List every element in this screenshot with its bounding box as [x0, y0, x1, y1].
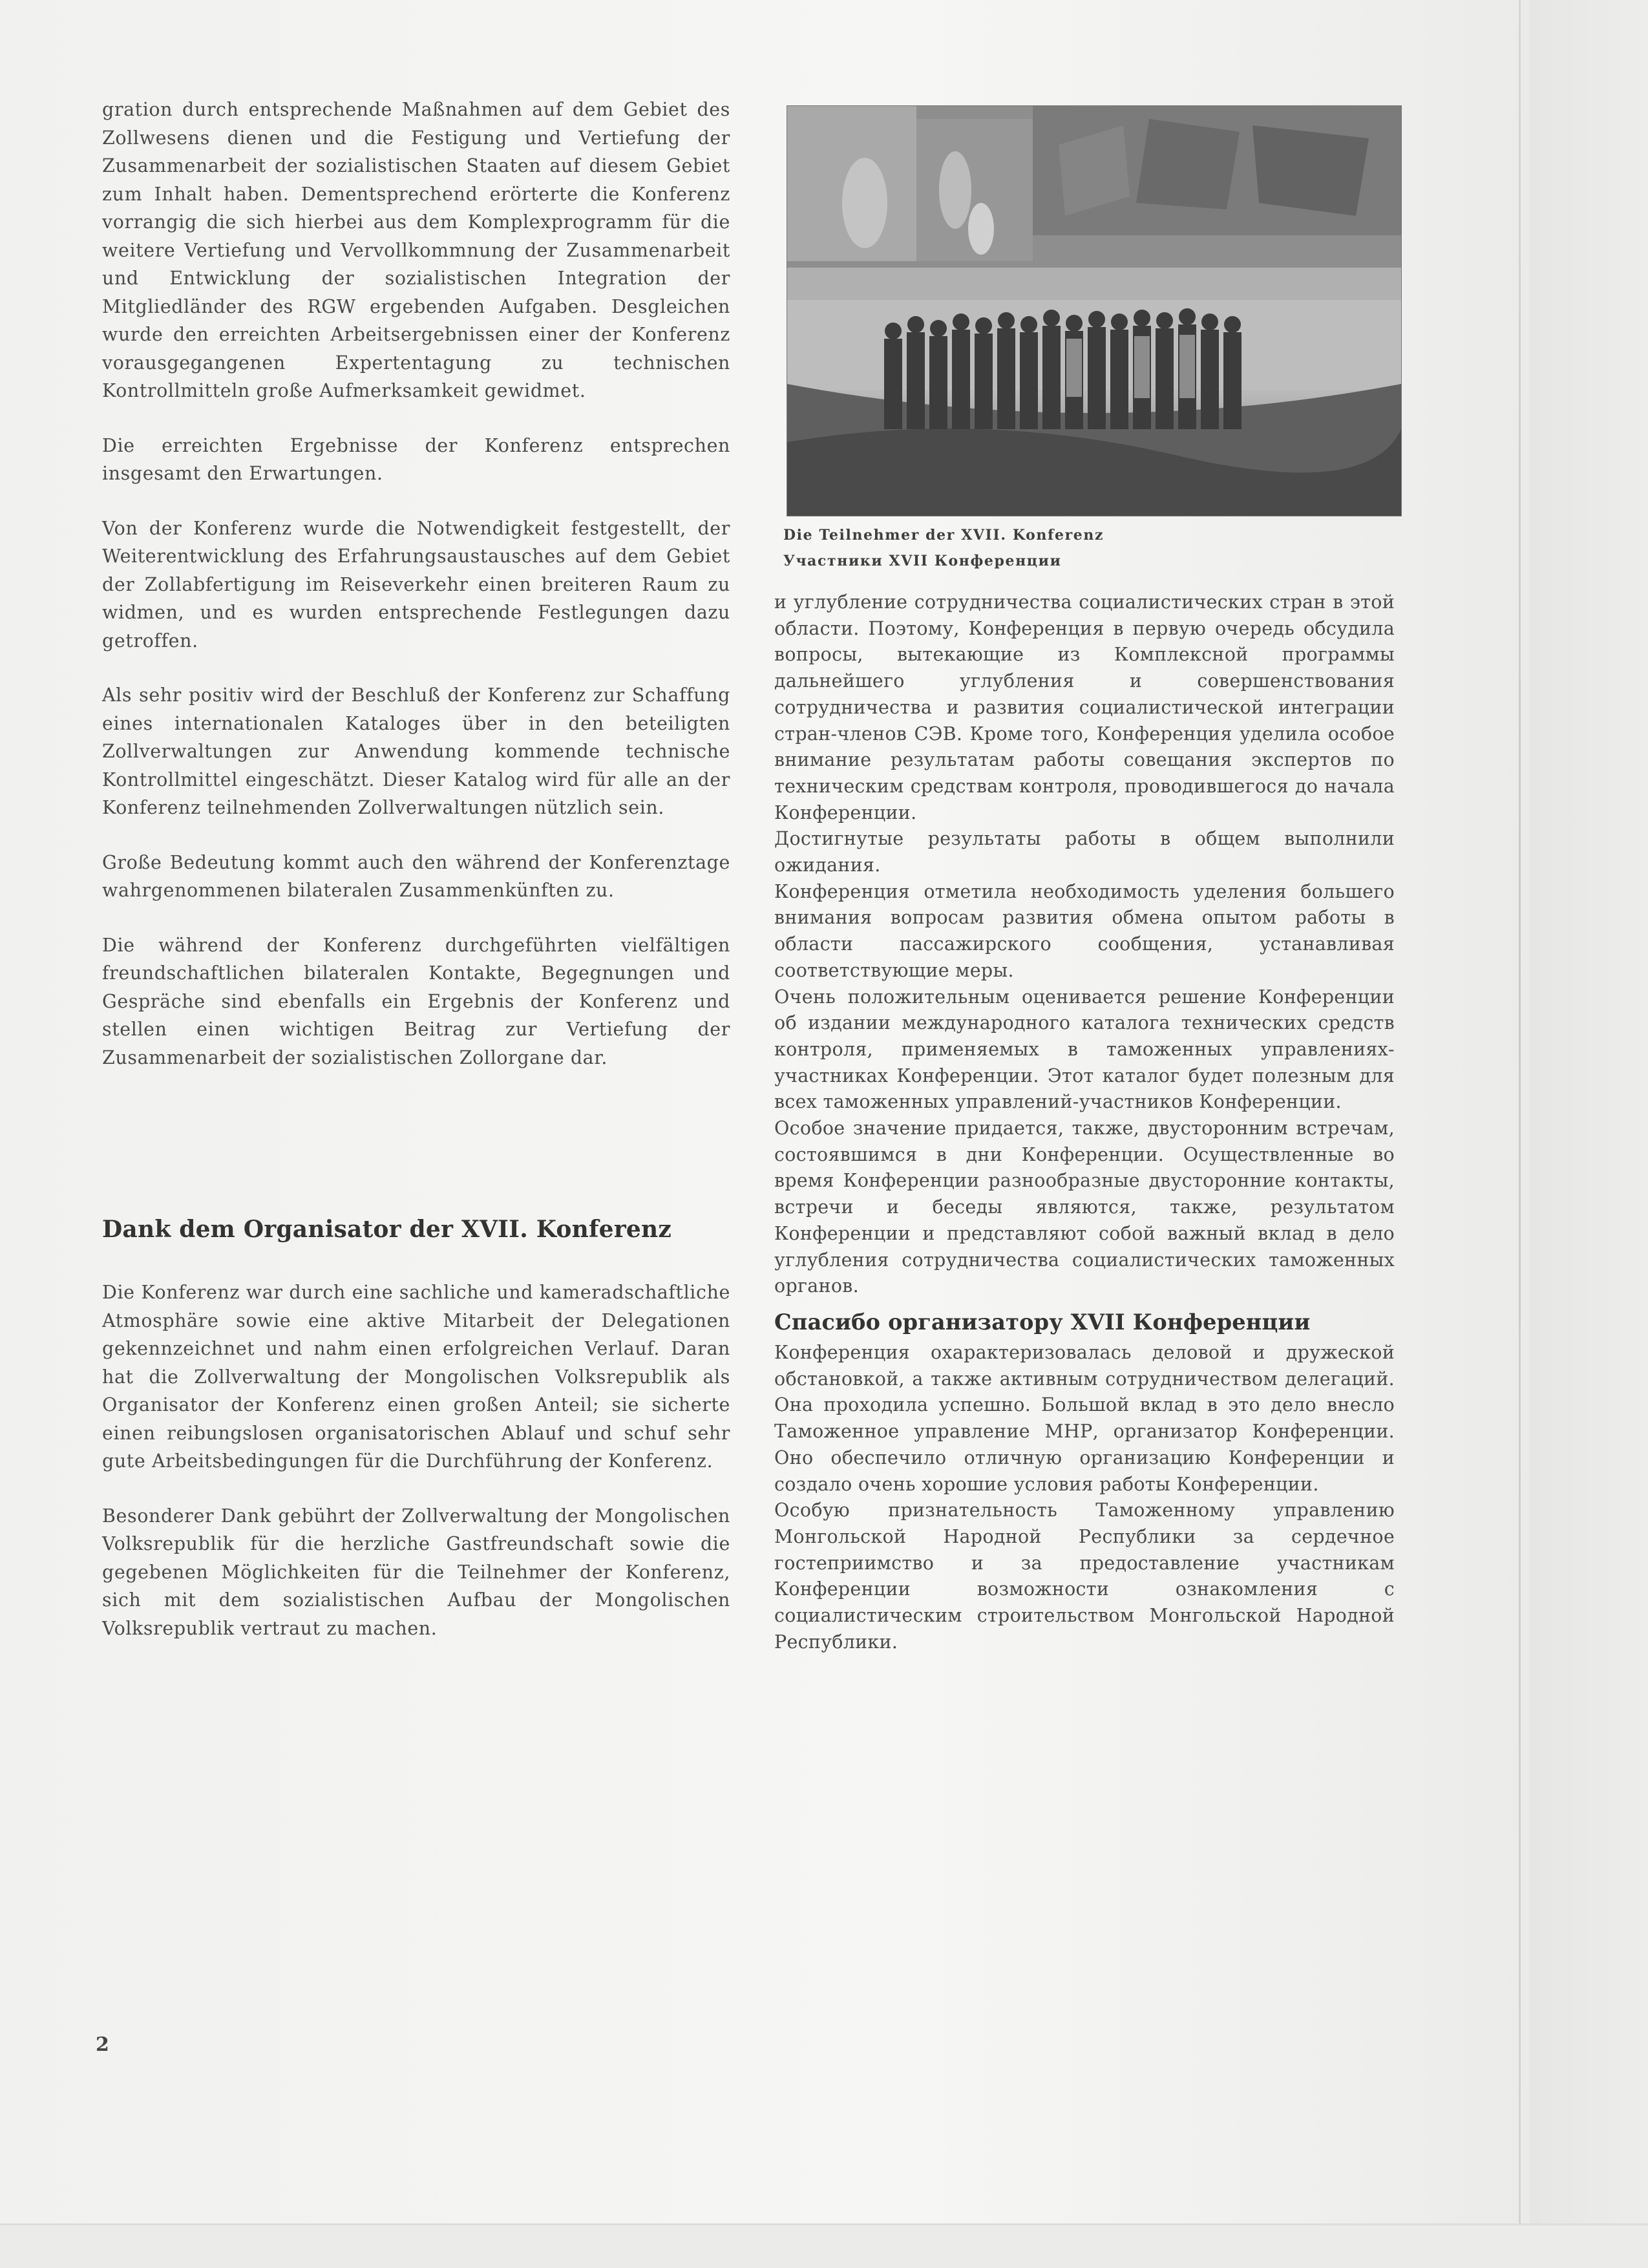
photo-caption-de: Die Teilnehmer der XVII. Konferenz [783, 527, 1104, 544]
page-edge-shadow [1529, 0, 1648, 2266]
page-number: 2 [96, 2033, 109, 2056]
photo-caption [783, 522, 1404, 574]
german-paragraph: gration durch entsprechende Maßnahmen auf dem Gebiet des Zollwesens dienen und die Festigung und Vertiefung der Zusammenarbeit der sozialistischen Staaten auf diesem Gebiet zum Inhalt haben. Dementsprechend erörterte die Konferenz vorrangig die sich hierbei aus dem Komplexprogramm für die weitere Vertiefung und Vervollkommnung der Zusammenarbeit und Entwicklung der sozialistischen Integration der Mitgliedländer des RGW ergebenden Aufgaben. Desgleichen wurde den erreichten Arbeitsergebnissen einer der Konferenz vorausgegangenen Expertentagung zu technischen Kontrollmitteln große Aufmerksamkeit gewidmet. [102, 99, 730, 401]
russian-paragraph: и углубление сотрудничества социалистических стран в этой области. Поэтому, Конференция в первую очередь обсудила вопросы, вытекающие из Комплексной программы дальнейшего углубления и совершенствования сотрудничества и развития социалистической интеграции стран-членов СЭВ. Кроме того, Конференция уделила особое внимание результатам работы совещания экспертов по техническим средствам контроля, проводившегося до начала Конференции. [774, 591, 1395, 823]
page-fold-line [1519, 0, 1521, 2266]
photo-illustration [787, 106, 1401, 516]
russian-paragraph: Конференция отметила необходимость уделения большего внимания вопросам развития обмена опытом работы в области пассажирского сообщения, устанавливая соответствующие меры. [774, 880, 1395, 981]
german-paragraph: Die Konferenz war durch eine sachliche und kameradschaftliche Atmosphäre sowie eine aktive Mitarbeit der Delegationen gekennzeichnet und nahm einen erfolgreichen Verlauf. Daran hat die Zollverwaltung der Mongolischen Volksrepublik als Organisator der Konferenz einen großen Anteil; sie sicherte einen reibungslosen organisatorischen Ablauf und schuf sehr gute Arbeitsbedingungen für die Durchführung der Konferenz. [102, 1282, 730, 1472]
german-paragraph: Von der Konferenz wurde die Notwendigkeit festgestellt, der Weiterentwicklung des Erfahrungsaustausches auf dem Gebiet der Zollabfertigung im Reiseverkehr einen breiteren Raum zu widmen, und es wurden entsprechende Festlegungen dazu getroffen. [102, 517, 730, 652]
russian-paragraph: Достигнутые результаты работы в общем выполнили ожидания. [774, 828, 1395, 876]
russian-column [774, 589, 1395, 1655]
russian-paragraph: Особую признательность Таможенному управлению Монгольской Народной Республики за сердечное гостеприимство и за предоставление участникам Конференции возможности ознакомления с социалистическим строительством Монгольской Народной Республики. [774, 1500, 1395, 1653]
german-paragraph: Große Bedeutung kommt auch den während der Konferenztage wahrgenommenen bilateralen Zusammenkünften zu. [102, 851, 730, 901]
german-paragraph: Die erreichten Ergebnisse der Konferenz entsprechen insgesamt den Erwartungen. [102, 434, 730, 484]
german-paragraph: Besonderer Dank gebührt der Zollverwaltung der Mongolischen Volksrepublik für die herzliche Gastfreundschaft sowie die gegebenen Möglichkeiten für die Teilnehmer der Konferenz, sich mit dem sozialistischen Aufbau der Mongolischen Volksrepublik vertraut zu machen. [102, 1505, 730, 1639]
conference-group-photo [787, 105, 1402, 516]
german-column [102, 96, 730, 1098]
photo-caption-ru: Участники XVII Конференции [783, 553, 1062, 569]
russian-paragraph: Очень положительным оценивается решение Конференции об издании международного каталога технических средств контроля, применяемых в таможенных управлениях-участниках Конференции. Этот каталог будет полезным для всех таможенных управлений-участников Конференции. [774, 986, 1395, 1113]
russian-paragraph: Конференция охарактеризовалась деловой и дружеской обстановкой, а также активным сотрудничеством делегаций. Она проходила успешно. Большой вклад в это дело внесло Таможенное управление МНР, организатор Конференции. Оно обеспечило отличную организацию Конференции и создало очень хорошие условия работы Конференции. [774, 1341, 1395, 1495]
russian-section-heading: Спасибо организатору XVII Конференции [774, 1309, 1311, 1335]
german-column-lower [102, 1278, 730, 1669]
german-section-heading: Dank dem Organisator der XVII. Konferenz [102, 1216, 672, 1243]
scan-bottom-edge [0, 2223, 1648, 2268]
german-paragraph: Die während der Konferenz durchgeführten vielfältigen freundschaftlichen bilateralen Kontakte, Begegnungen und Gespräche sind ebenfalls ein Ergebnis der Konferenz und stellen einen wichtigen Beitrag zur Vertiefung der Zusammenarbeit der sozialistischen Zollorgane dar. [102, 934, 730, 1068]
russian-paragraph: Особое значение придается, также, двусторонним встречам, состоявшимся в дни Конференции. Осуществленные во время Конференции разнообразные двусторонние контакты, встречи и беседы являются, также, результатом Конференции и представляют собой важный вклад в дело углубления сотрудничества социалистических таможенных органов. [774, 1118, 1395, 1297]
german-paragraph: Als sehr positiv wird der Beschluß der Konferenz zur Schaffung eines internationalen Kataloges über in den beteiligten Zollverwaltungen zur Anwendung kommende technische Kontrollmittel eingeschätzt. Dieser Katalog wird für alle an der Konferenz teilnehmenden Zollverwaltungen nützlich sein. [102, 684, 730, 818]
